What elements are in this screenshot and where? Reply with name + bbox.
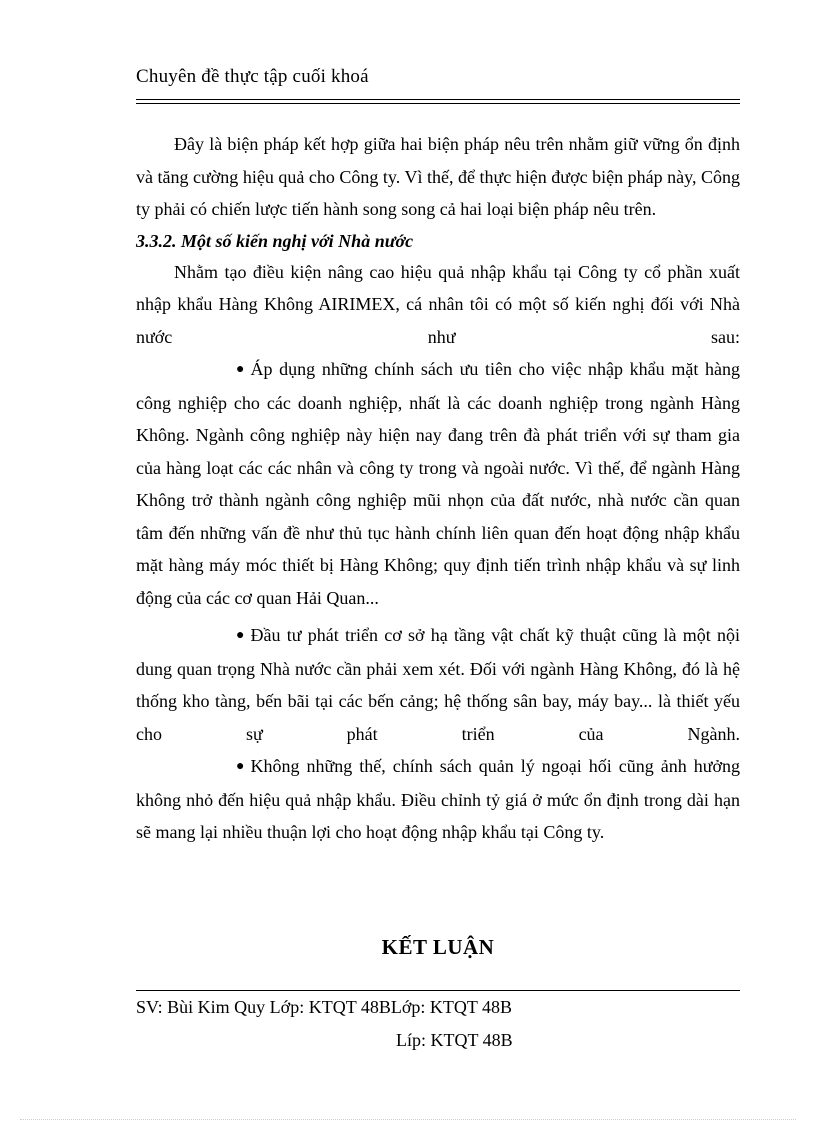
paragraph-recommendation-intro: Nhằm tạo điều kiện nâng cao hiệu quả nhập khẩu tại Công ty cổ phần xuất nhập khẩu Hàng Không AIRIMEX, cá nhân tôi có một số kiến nghị đối với Nhà nước như sau:: [136, 261, 740, 347]
page-header-title: Chuyên đề thực tập cuối khoá: [136, 66, 369, 87]
bullet-item-infrastructure: [136, 619, 740, 750]
paragraph-combined-measures: Đây là biện pháp kết hợp giữa hai biện pháp nêu trên nhằm giữ vững ổn định và tăng cường hiệu quả cho Công ty. Vì thế, để thực hiện được biện pháp này, Công ty phải có chiến lược tiến hành song song cả hai loại biện pháp nêu trên.: [136, 134, 740, 219]
bullet-item-text: Không những thế, chính sách quản lý ngoại hối cũng ảnh hưởng không nhỏ đến hiệu quả nhập khẩu. Điều chỉnh tỷ giá ở mức ổn định trong dài hạn sẽ mang lại nhiều thuận lợi cho hoạt động nhập khẩu tại Công ty.: [136, 756, 740, 842]
bullet-item-text: Đầu tư phát triển cơ sở hạ tầng vật chất kỹ thuật cũng là một nội dung quan trọng Nhà nước cần phải xem xét. Đối với ngành Hàng Không, đó là hệ thống kho tàng, bến bãi tại các bến cảng; hệ thống sân bay, máy bay... là thiết yếu cho sự phát triển của Ngành.: [136, 625, 740, 744]
bullet-icon: ●: [236, 628, 245, 643]
bullet-icon: ●: [236, 759, 245, 774]
header-rule-bottom: [136, 103, 740, 104]
conclusion-title: KẾT LUẬN: [381, 935, 495, 959]
footer-class-info: Líp: KTQT 48B: [396, 1030, 513, 1050]
bullet-item-foreign-exchange: [136, 750, 740, 849]
page-bottom-border: [20, 1119, 796, 1120]
section-heading-3-3-2: 3.3.2. Một số kiến nghị với Nhà nước: [136, 230, 414, 251]
bullet-icon: ●: [236, 362, 245, 377]
bullet-item-import-priority: [136, 353, 740, 614]
document-body: [136, 128, 740, 849]
footer-student-info: SV: Bùi Kim Quy Lớp: KTQT 48BLớp: KTQT 48B: [136, 997, 513, 1017]
footer-rule: [136, 990, 740, 991]
header-rule-top: [136, 99, 740, 100]
bullet-item-text: Áp dụng những chính sách ưu tiên cho việc nhập khẩu mặt hàng công nghiệp cho các doanh nghiệp, nhất là các doanh nghiệp trong ngành Hàng Không. Ngành công nghiệp này hiện nay đang trên đà phát triển với sự tham gia của hàng loạt các các nhân và công ty trong và ngoài nước. Vì thế, để ngành Hàng Không trở thành ngành công nghiệp mũi nhọn của đất nước, nhà nước cần quan tâm đến những vấn đề như thủ tục hành chính liên quan đến hoạt động nhập khẩu mặt hàng máy móc thiết bị Hàng Không; quy định tiến trình nhập khẩu và sự linh động của các cơ quan Hải Quan...: [136, 359, 740, 608]
